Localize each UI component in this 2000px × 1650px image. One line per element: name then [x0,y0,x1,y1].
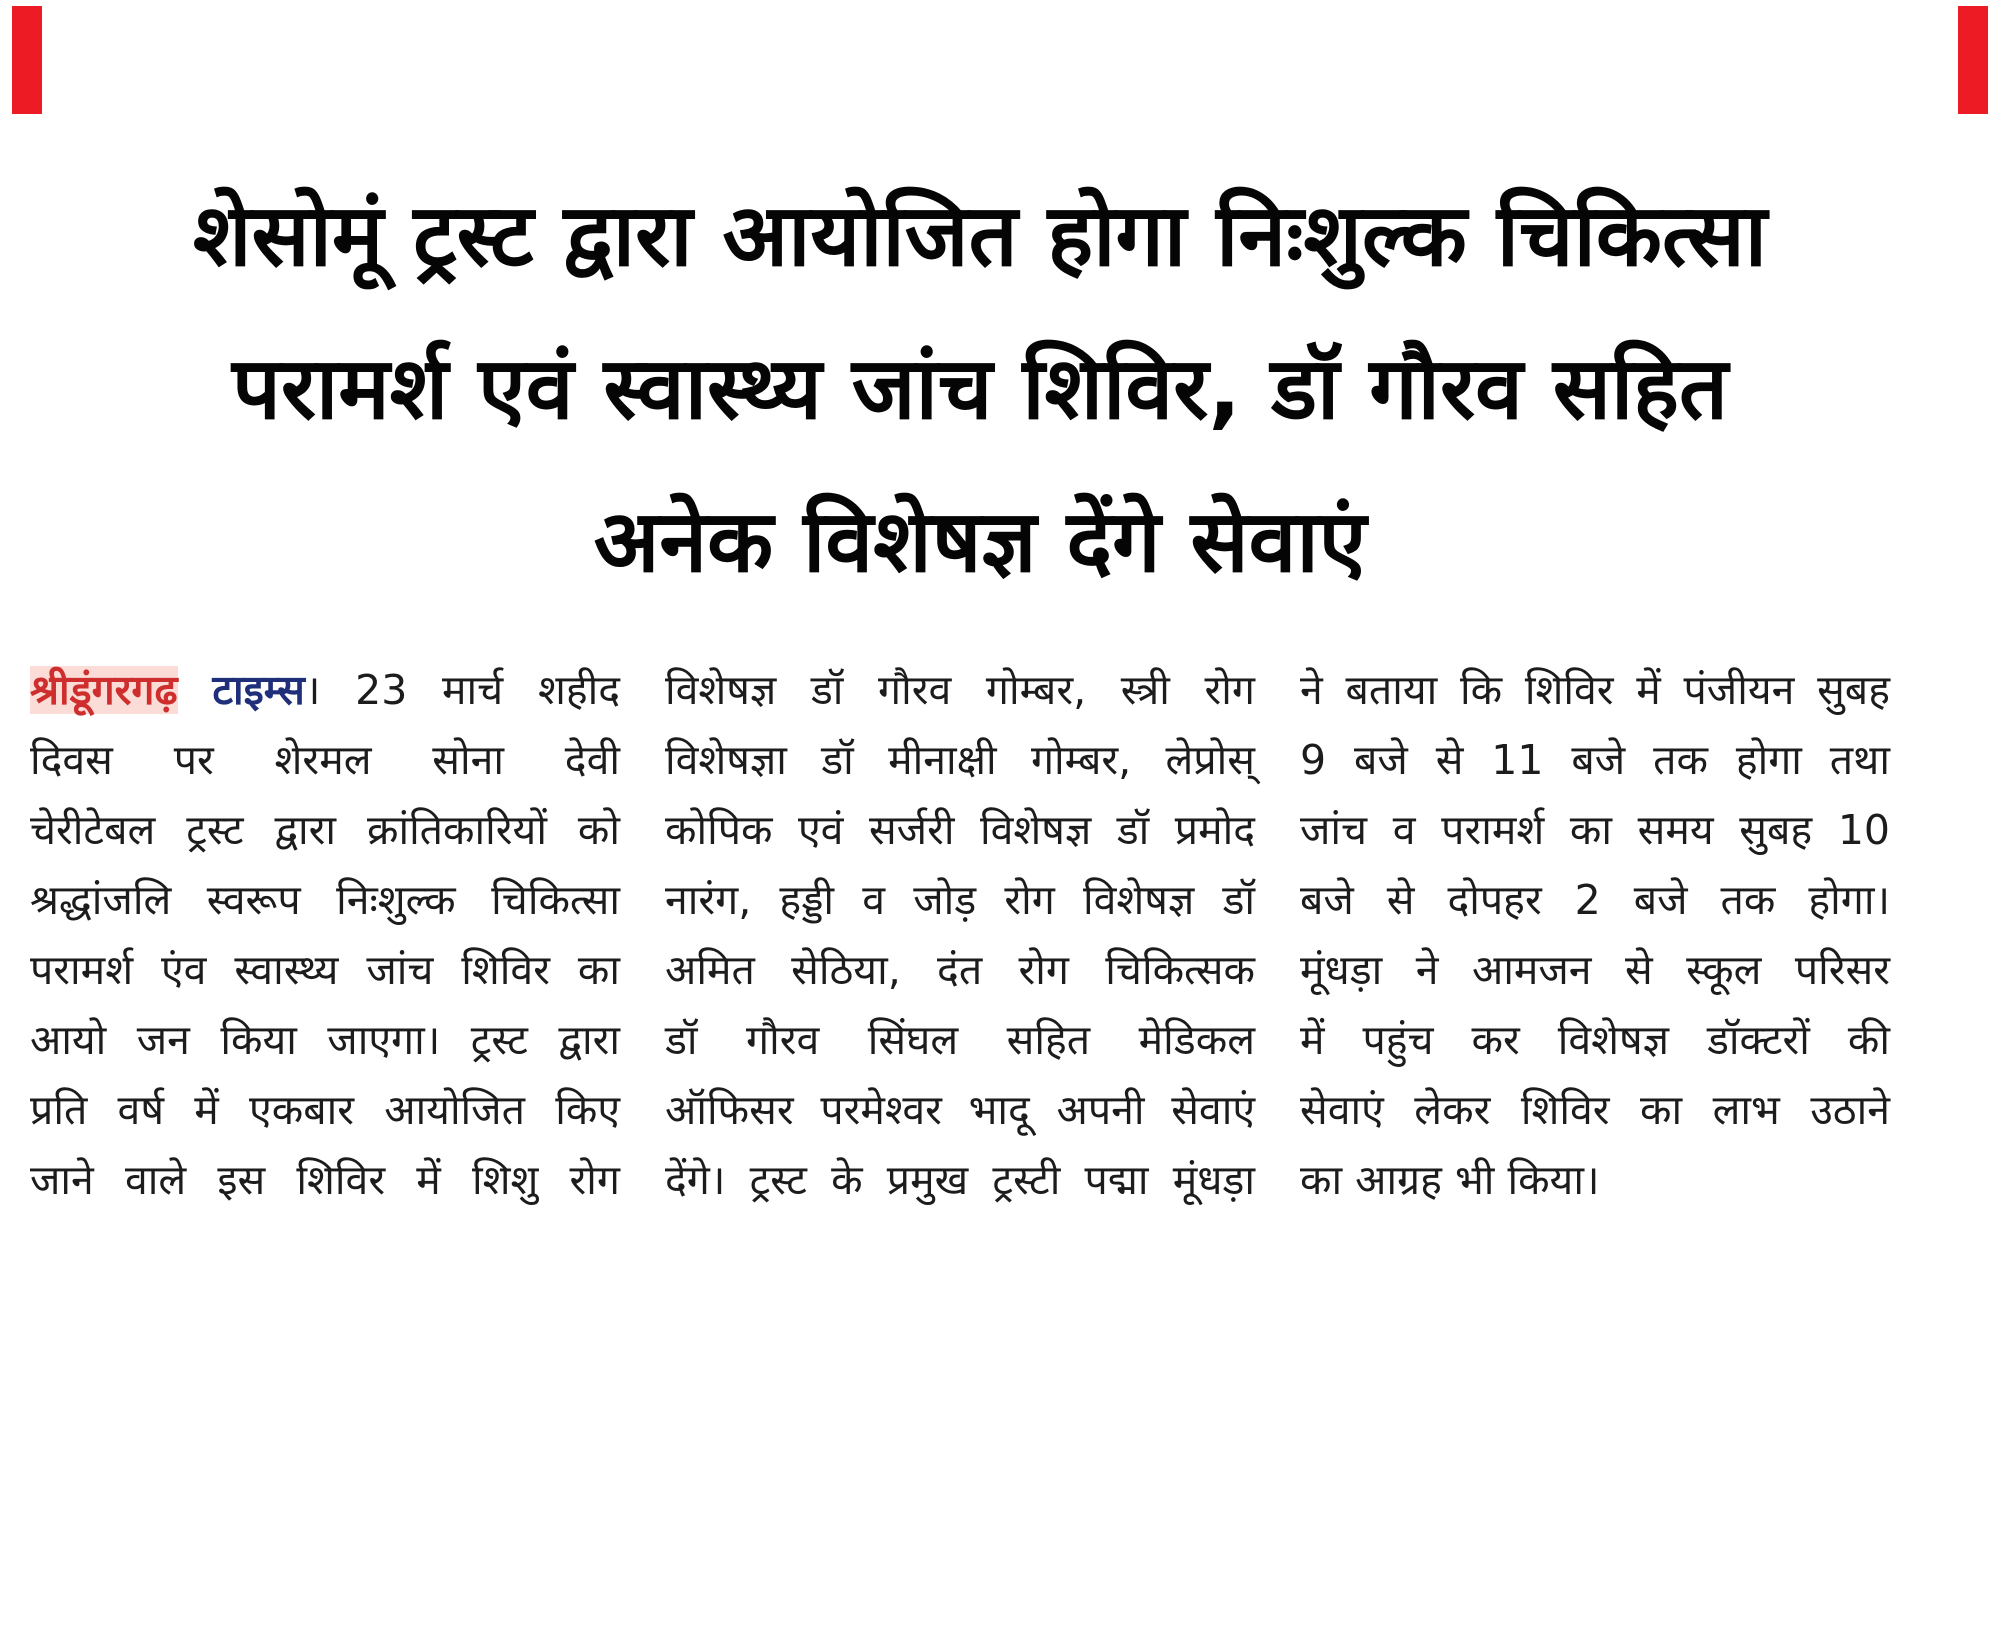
body-line: परामर्श एंव स्वास्थ्य जांच शिविर का [30,946,620,994]
body-line: में पहुंच कर विशेषज्ञ डॉक्टरों की [1300,1016,1890,1064]
article-column-3 [1300,655,1890,1215]
body-line-last: का आग्रह भी किया। [1300,1156,1600,1204]
body-line: मूंधड़ा ने आमजन से स्कूल परिसर [1300,946,1890,994]
body-line: जांच व परामर्श का समय सुबह 10 [1300,806,1890,854]
body-line: विशेषज्ञ डॉ गौरव गोम्बर, स्त्री रोग [665,666,1255,714]
article-column-2 [665,655,1255,1215]
dateline-location: श्रीडूंगरगढ़ [30,666,178,714]
body-line: विशेषज्ञा डॉ मीनाक्षी गोम्बर, लेप्रोस् [665,736,1255,784]
dateline-rest: । 23 मार्च शहीद [304,666,620,714]
body-line: सेवाएं लेकर शिविर का लाभ उठाने [1300,1086,1890,1134]
body-line: अमित सेठिया, दंत रोग चिकित्सक [665,946,1255,994]
body-line: कोपिक एवं सर्जरी विशेषज्ञ डॉ प्रमोद [665,806,1255,854]
article-column-1 [30,655,620,1215]
body-line: देंगे। ट्रस्ट के प्रमुख ट्रस्टी पद्मा मूंधड़ा [665,1156,1255,1204]
dateline-source: टाइम्स [212,666,305,714]
headline-line-2: परामर्श एवं स्वास्थ्य जांच शिविर, डॉ गौरव सहित [232,339,1728,439]
body-line: ऑफिसर परमेश्वर भादू अपनी सेवाएं [665,1086,1255,1134]
headline-line-1: शेसोमूं ट्रस्ट द्वारा आयोजित होगा निःशुल्क चिकित्सा [193,186,1767,286]
body-line: ने बताया कि शिविर में पंजीयन सुबह [1300,666,1890,714]
body-line: बजे से दोपहर 2 बजे तक होगा। [1300,876,1890,924]
red-corner-mark-left [12,6,42,114]
dateline [30,655,620,725]
body-line: प्रति वर्ष में एकबार आयोजित किए [30,1086,620,1134]
headline-line-3: अनेक विशेषज्ञ देंगे सेवाएं [593,492,1367,592]
body-line: चेरीटेबल ट्रस्ट द्वारा क्रांतिकारियों को [30,806,620,854]
article-headline [40,160,1920,619]
red-corner-mark-right [1958,6,1988,114]
body-line: जाने वाले इस शिविर में शिशु रोग [30,1156,620,1204]
article-body [30,655,1890,1215]
body-line: 9 बजे से 11 बजे तक होगा तथा [1300,736,1890,784]
body-line: डॉ गौरव सिंघल सहित मेडिकल [665,1016,1255,1064]
body-line: दिवस पर शेरमल सोना देवी [30,736,620,784]
body-line: आयो जन किया जाएगा। ट्रस्ट द्वारा [30,1016,620,1064]
body-line: नारंग, हड्डी व जोड़ रोग विशेषज्ञ डॉ [665,876,1255,924]
body-line: श्रद्धांजलि स्वरूप निःशुल्क चिकित्सा [30,876,620,924]
